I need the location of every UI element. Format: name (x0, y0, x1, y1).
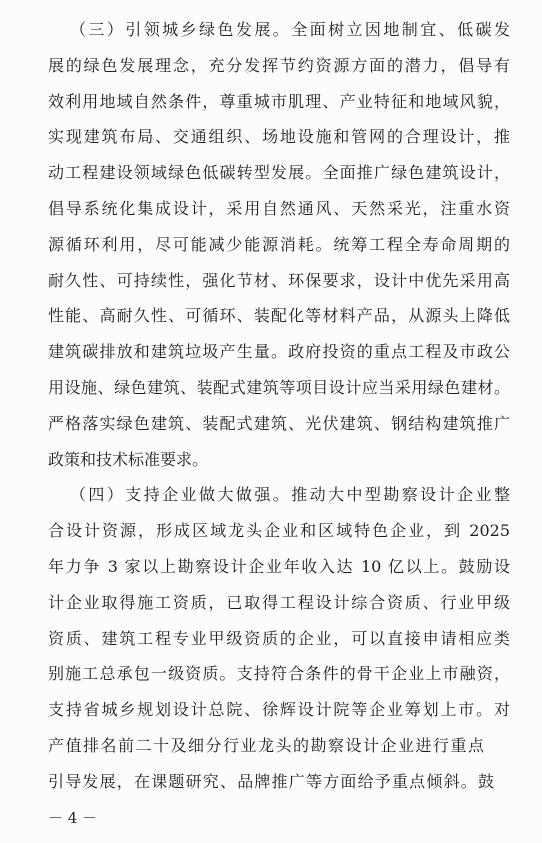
text-line: 引导发展，在课题研究、品牌推广等方面给予重点倾斜。鼓 (48, 771, 494, 791)
text-line: 源循环利用，尽可能减少能源消耗。统筹工程全寿命周期的 (48, 234, 510, 254)
text-line: 支持省城乡规划设计总院、徐辉设计院等企业筹划上市。对 (48, 700, 510, 720)
page-number: － 4 － (48, 809, 98, 827)
text-line: 年力争 3 家以上勘察设计企业年收入达 10 亿以上。鼓励设 (48, 556, 510, 576)
text-line: 动工程建设领域绿色低碳转型发展。全面推广绿色建筑设计， (48, 163, 510, 183)
text-line: 计企业取得施工资质，已取得工程设计综合资质、行业甲级 (48, 592, 510, 612)
paragraph-first-line (48, 12, 510, 48)
text-line: 性能、高耐久性、可循环、装配化等材料产品，从源头上降低 (48, 306, 510, 326)
text-line: 实现建筑布局、交通组织、场地设施和管网的合理设计，推 (48, 127, 510, 147)
text-line: 合设计资源，形成区域龙头企业和区域特色企业，到 2025 (48, 521, 510, 541)
text-line: 产值排名前二十及细分行业龙头的勘察设计企业进行重点 (48, 735, 484, 755)
text-line: 资质、建筑工程专业甲级资质的企业，可以直接申请相应类 (48, 628, 510, 648)
section-heading: （三）引领城乡绿色发展。 (70, 20, 292, 39)
text-line: 别施工总承包一级资质。支持符合条件的骨干企业上市融资， (48, 664, 510, 684)
text-line: 推动大中型勘察设计企业整 (291, 485, 510, 505)
text-line: 展的绿色发展理念，充分发挥节约资源方面的潜力，倡导有 (48, 55, 510, 75)
text-line: 耐久性、可持续性，强化节材、环保要求，设计中优先采用高 (48, 270, 510, 290)
paragraph-first-line (48, 477, 510, 513)
text-line: 全面树立因地制宜、低碳发 (291, 20, 510, 39)
text-line: 用设施、绿色建筑、装配式建筑等项目设计应当采用绿色建材。 (48, 377, 510, 397)
text-line: 严格落实绿色建筑、装配式建筑、光伏建筑、钢结构建筑推广 (48, 413, 510, 433)
document-body (48, 12, 510, 800)
text-line: 建筑碳排放和建筑垃圾产生量。政府投资的重点工程及市政公 (48, 342, 510, 362)
section-heading: （四）支持企业做大做强。 (70, 485, 292, 505)
text-line: 倡导系统化集成设计，采用自然通风、天然采光，注重水资 (48, 198, 510, 218)
text-line: 效利用地域自然条件，尊重城市肌理、产业特征和地域风貌， (48, 91, 510, 111)
paragraph-last-line: 政策和技术标准要求。 (48, 449, 209, 469)
